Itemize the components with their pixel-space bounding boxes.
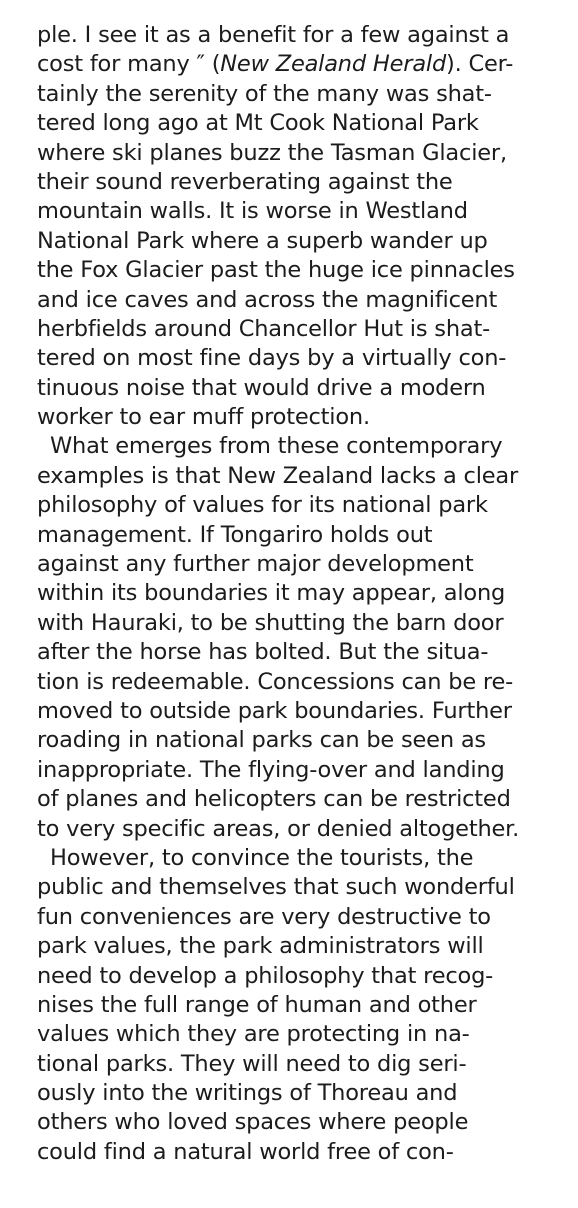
text-line: of planes and helicopters can be restricted xyxy=(37,786,511,813)
text-line: moved to outside park boundaries. Further xyxy=(37,697,512,724)
text-line: where ski planes buzz the Tasman Glacier, xyxy=(37,139,507,166)
text-line: However, to convince the tourists, the xyxy=(50,844,474,871)
document-page xyxy=(37,21,572,1167)
text-line: inappropriate. The flying-over and landing xyxy=(37,756,505,783)
text-line: values which they are protecting in na- xyxy=(37,1021,470,1048)
text-line: could find a natural world free of con- xyxy=(37,1138,454,1165)
text-line: management. If Tongariro holds out xyxy=(37,521,433,548)
text-line: park values, the park administrators will xyxy=(37,933,484,960)
text-line: the Fox Glacier past the huge ice pinnacles xyxy=(37,257,515,284)
text-line: What emerges from these contemporary xyxy=(50,433,503,460)
text-line: tion is redeemable. Concessions can be re- xyxy=(37,668,514,695)
text-line: National Park where a superb wander up xyxy=(37,227,488,254)
italic-title: New Zealand Herald xyxy=(220,51,447,78)
text-line: tinuous noise that would drive a modern xyxy=(37,374,486,401)
text-line: tainly the serenity of the many was shat- xyxy=(37,80,492,107)
text-line: tered on most fine days by a virtually con- xyxy=(37,345,507,372)
text-line: public and themselves that such wonderful xyxy=(37,874,515,901)
paragraph xyxy=(37,844,572,1167)
text-line: tional parks. They will need to dig seri- xyxy=(37,1050,467,1077)
text-line: tered long ago at Mt Cook National Park xyxy=(37,110,479,137)
text-line: roading in national parks can be seen as xyxy=(37,727,486,754)
text-line: need to develop a philosophy that recog- xyxy=(37,962,494,989)
text-line: against any further major development xyxy=(37,551,474,578)
text-line: ple. I see it as a benefit for a few against a xyxy=(37,22,510,48)
text-line: mountain walls. It is worse in Westland xyxy=(37,198,468,225)
text-line: worker to ear muff protection. xyxy=(37,404,370,431)
text-line: philosophy of values for its national park xyxy=(37,492,488,519)
paragraph xyxy=(37,432,572,843)
text-line: within its boundaries it may appear, along xyxy=(37,580,506,607)
text-line: herbfields around Chancellor Hut is shat- xyxy=(37,315,491,342)
text-line: after the horse has bolted. But the situa- xyxy=(37,639,489,666)
text-line: examples is that New Zealand lacks a clear xyxy=(37,462,519,489)
text-line: and ice caves and across the magnificent xyxy=(37,286,498,313)
text-line: fun conveniences are very destructive to xyxy=(37,903,491,930)
text-line: with Hauraki, to be shutting the barn door xyxy=(37,609,504,636)
paragraph xyxy=(37,21,572,432)
text-line: ously into the writings of Thoreau and xyxy=(37,1080,458,1107)
text-line: others who loved spaces where people xyxy=(37,1109,469,1136)
text-line: to very specific areas, or denied altogether. xyxy=(37,815,520,842)
text-line: their sound reverberating against the xyxy=(37,168,453,195)
text-line: nises the full range of human and other xyxy=(37,991,477,1018)
text-line: cost for many ″ (New Zealand Herald). Cer- xyxy=(37,51,514,78)
